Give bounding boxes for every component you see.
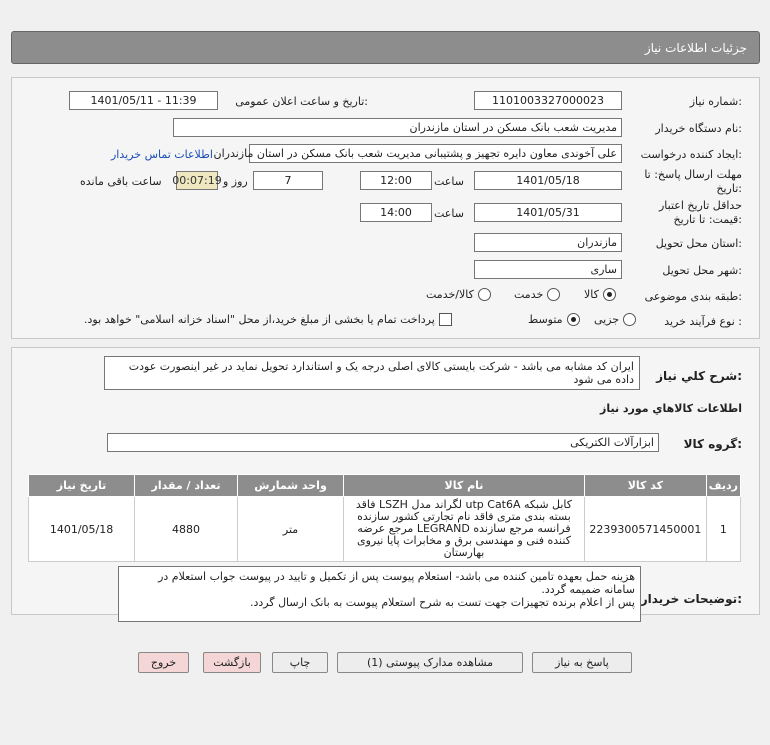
deadline-time-label: ساعت bbox=[434, 175, 464, 188]
creator-label: ایجاد کننده درخواست: bbox=[640, 148, 742, 161]
goods-group-label: گروه کالا: bbox=[683, 437, 742, 451]
table-header-row bbox=[29, 475, 741, 497]
need-number-label: شماره نیاز: bbox=[689, 95, 742, 108]
reply-button[interactable]: پاسخ به نیاز bbox=[532, 652, 632, 673]
cell-unit: متر bbox=[237, 497, 343, 562]
validity-date-field: 1401/05/31 bbox=[474, 203, 622, 222]
radio-selected-icon[interactable] bbox=[603, 288, 616, 301]
days-field: 7 bbox=[253, 171, 323, 190]
radio-icon[interactable] bbox=[478, 288, 491, 301]
col-qty: تعداد / مقدار bbox=[135, 475, 238, 497]
cell-qty: 4880 bbox=[135, 497, 238, 562]
cell-code: 2239300571450001 bbox=[584, 497, 706, 562]
announce-label: تاریخ و ساعت اعلان عمومی: bbox=[235, 95, 368, 108]
radio-icon[interactable] bbox=[547, 288, 560, 301]
deadline-date-field: 1401/05/18 bbox=[474, 171, 622, 190]
page-header bbox=[11, 31, 760, 64]
remaining-timer: 00:07:19 bbox=[176, 171, 218, 190]
cell-row: 1 bbox=[706, 497, 740, 562]
province-label: استان محل تحویل: bbox=[655, 237, 742, 250]
announce-field: 1401/05/11 - 11:39 bbox=[69, 91, 218, 110]
col-name: نام کالا bbox=[344, 475, 585, 497]
deadline-label-date: تاریخ: bbox=[716, 182, 742, 195]
city-field: ساری bbox=[474, 260, 622, 279]
summary-text: ایران کد مشابه می باشد - شرکت بایستی کالای اصلی درجه یک و استاندارد تحویل نماید در غیر اینصورت عودت داده می شود bbox=[104, 356, 640, 390]
remaining-label: ساعت باقی مانده bbox=[80, 175, 162, 188]
print-button[interactable]: چاپ bbox=[272, 652, 328, 673]
validity-label-date: قیمت: تا تاریخ: bbox=[673, 213, 742, 226]
need-number-field: 1101003327000023 bbox=[474, 91, 622, 110]
deadline-label: مهلت ارسال پاسخ: تا bbox=[644, 168, 742, 181]
buyer-notes-box bbox=[118, 566, 641, 622]
validity-label: حداقل تاریخ اعتبار bbox=[658, 199, 742, 212]
col-code: کد کالا bbox=[584, 475, 706, 497]
category-option-service[interactable]: خدمت bbox=[514, 288, 560, 301]
city-label: شهر محل تحویل: bbox=[662, 264, 742, 277]
checkbox-icon[interactable] bbox=[439, 313, 452, 326]
process-option-minor[interactable]: جزیی bbox=[594, 313, 636, 326]
contact-link[interactable]: اطلاعات تماس خریدار bbox=[111, 148, 213, 161]
goods-group-field: ابزارآلات الکتریکی bbox=[107, 433, 659, 452]
province-field: مازندران bbox=[474, 233, 622, 252]
attachments-button[interactable]: مشاهده مدارک پیوستی (1) bbox=[337, 652, 523, 673]
exit-button[interactable]: خروج bbox=[138, 652, 189, 673]
table-row[interactable] bbox=[29, 497, 741, 562]
col-unit: واحد شمارش bbox=[237, 475, 343, 497]
buyer-notes-line-1: هزینه حمل بعهده تامین کننده می باشد- استعلام پیوست پس از تکمیل و تایید در پیوست جواب استعلام در سامانه ضمیمه گردد. bbox=[158, 570, 635, 596]
deadline-time-field: 12:00 bbox=[360, 171, 432, 190]
process-option-medium[interactable]: متوسط bbox=[528, 313, 580, 326]
page-title: جزئیات اطلاعات نیاز bbox=[644, 40, 747, 55]
creator-field: علی آخوندی معاون دایره تجهیز و پشتیبانی مدیریت شعب بانک مسکن در استان مازندران bbox=[249, 144, 622, 163]
days-label: روز و bbox=[223, 175, 248, 188]
buyer-label: نام دستگاه خریدار: bbox=[655, 122, 742, 135]
cell-date: 1401/05/18 bbox=[29, 497, 135, 562]
col-date: تاریخ نیاز bbox=[29, 475, 135, 497]
process-label: نوع فرآیند خرید : bbox=[664, 315, 742, 328]
goods-section-title: اطلاعات كالاهاي مورد نياز bbox=[600, 402, 742, 415]
buyer-field: مدیریت شعب بانک مسکن در استان مازندران bbox=[173, 118, 622, 137]
buyer-notes-label: توضیحات خریدار: bbox=[640, 592, 742, 606]
payment-checkbox-row[interactable]: پرداخت تمام یا بخشی از مبلغ خرید،از محل "اسناد خزانه اسلامی" خواهد بود. bbox=[84, 313, 452, 326]
category-option-goods-service[interactable]: کالا/خدمت bbox=[426, 288, 491, 301]
radio-selected-icon[interactable] bbox=[567, 313, 580, 326]
radio-icon[interactable] bbox=[623, 313, 636, 326]
back-button[interactable]: بازگشت bbox=[203, 652, 261, 673]
cell-name: کابل شبکه utp Cat6A لگراند مدل LSZH فاقد بسته بندی متری فاقد نام تجارتی کشور سازنده فرانسه مرجع سازنده LEGRAND مرجع عرضه کننده فنی و مهندسی برق و مخابرات پایا نیروی بهارستان bbox=[344, 497, 585, 562]
col-row: ردیف bbox=[706, 475, 740, 497]
validity-time-field: 14:00 bbox=[360, 203, 432, 222]
items-table bbox=[28, 474, 741, 562]
validity-time-label: ساعت bbox=[434, 207, 464, 220]
buyer-notes-line-2: پس از اعلام برنده تجهیزات جهت تست به شرح استعلام پیوست به بانک ارسال گردد. bbox=[249, 596, 635, 609]
category-option-goods[interactable]: کالا bbox=[584, 288, 616, 301]
summary-label: شرح كلي نياز: bbox=[656, 369, 742, 383]
category-label: طبقه بندی موضوعی: bbox=[644, 290, 742, 303]
